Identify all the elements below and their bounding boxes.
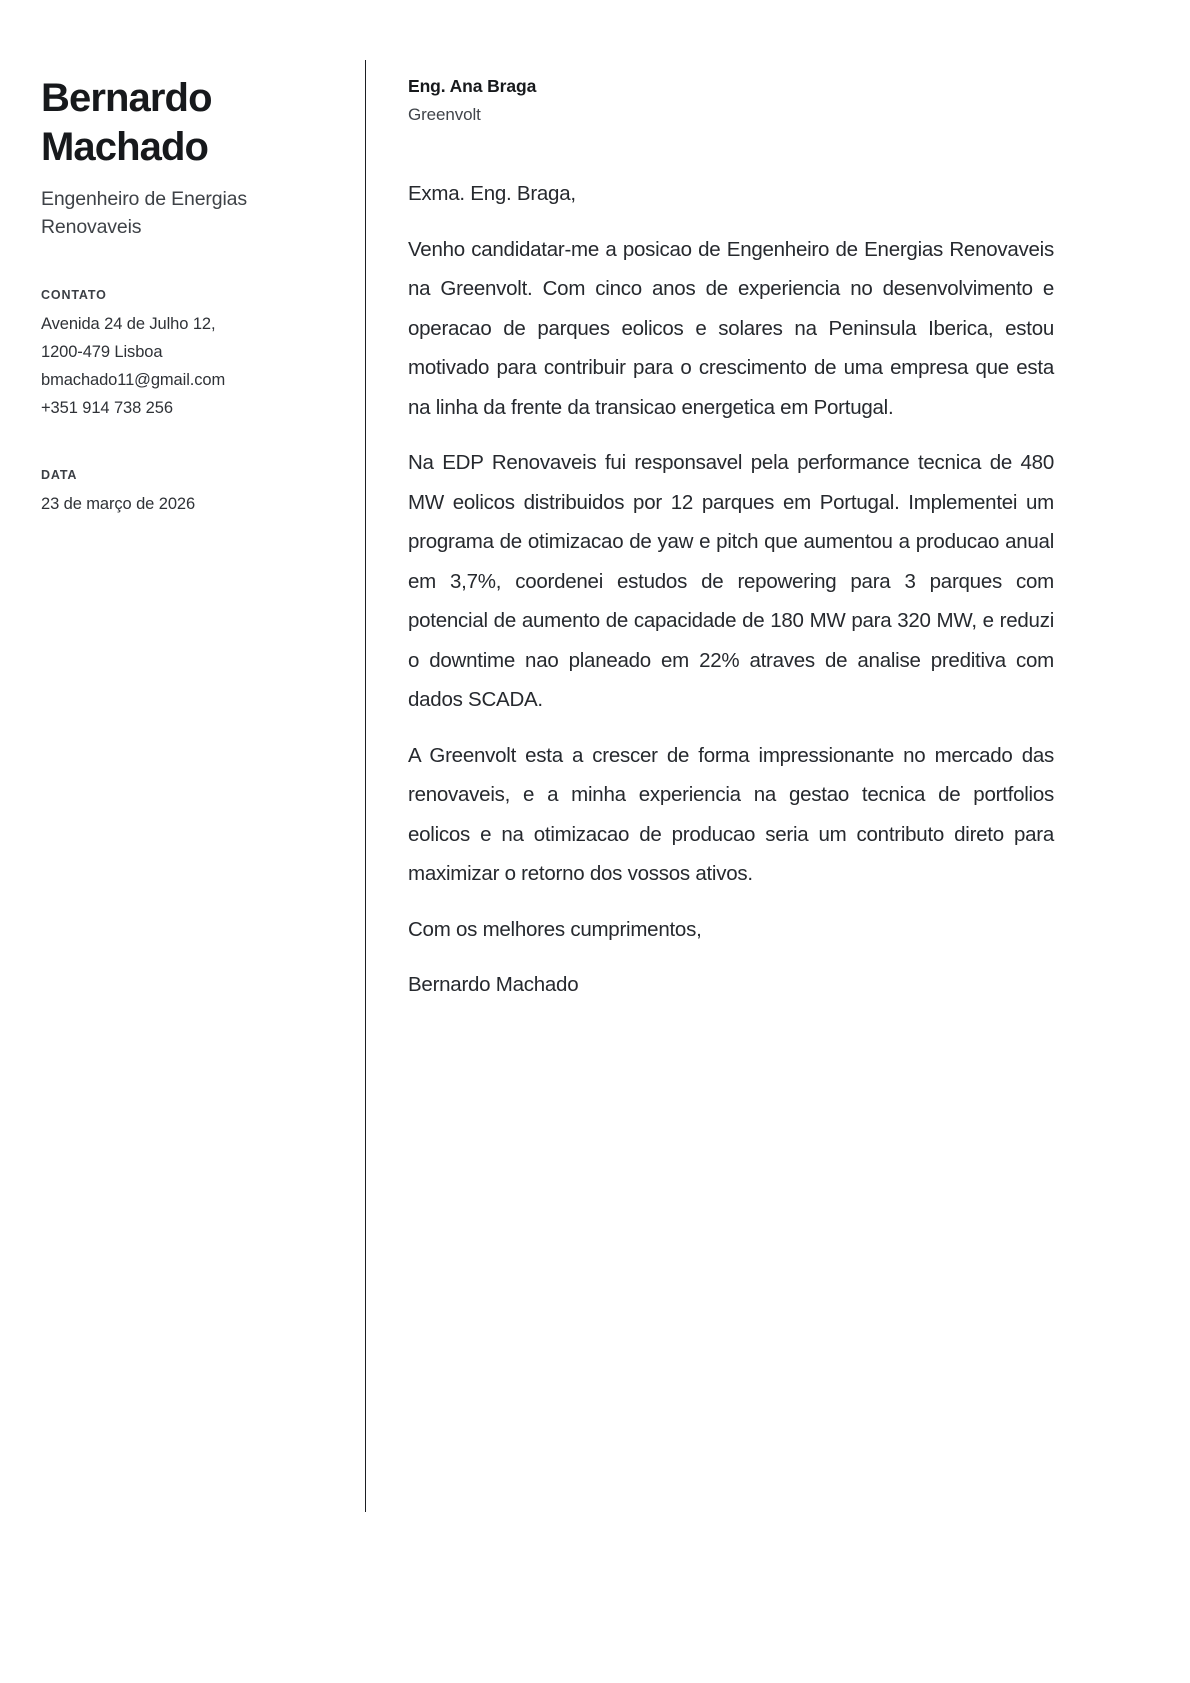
- contact-section: [41, 288, 341, 421]
- contact-address-line-2: 1200-479 Lisboa: [41, 343, 163, 361]
- date-value: 23 de março de 2026: [41, 495, 196, 513]
- column-divider-rule: [365, 60, 366, 1512]
- sidebar: [41, 74, 341, 517]
- closing-line: Com os melhores cumprimentos,: [408, 917, 702, 941]
- recipient-company: Greenvolt: [408, 105, 481, 124]
- salutation: Exma. Eng. Braga,: [408, 182, 576, 205]
- contact-email[interactable]: bmachado11@gmail.com: [41, 371, 226, 389]
- recipient-name: Eng. Ana Braga: [408, 76, 537, 96]
- date-section: [41, 468, 341, 517]
- contact-phone[interactable]: +351 914 738 256: [41, 399, 173, 417]
- applicant-name: Bernardo Machado: [41, 76, 212, 169]
- paragraph-3: A Greenvolt esta a crescer de forma impressionante no mercado das renovaveis, e a minha experiencia na gestao tecnica de portfolios eolicos e na otimizacao de producao seria um contributo direto para maximizar o retorno dos vossos ativos.: [408, 743, 1054, 885]
- letter-body-column: [408, 74, 1054, 1005]
- contact-address-line-1: Avenida 24 de Julho 12,: [41, 315, 216, 333]
- letter-text: [408, 174, 1054, 1005]
- paragraph-1: Venho candidatar-me a posicao de Engenheiro de Energias Renovaveis na Greenvolt. Com cinco anos de experiencia no desenvolvimento e operacao de parques eolicos e solares na Peninsula Iberica, estou motivado para contribuir para o crescimento de uma empresa que esta na linha da frente da transicao energetica em Portugal.: [408, 237, 1054, 419]
- date-section-label: DATA: [41, 468, 78, 482]
- applicant-job-title: Engenheiro de Energias Renovaveis: [41, 188, 247, 238]
- paragraph-2: Na EDP Renovaveis fui responsavel pela performance tecnica de 480 MW eolicos distribuidos por 12 parques em Portugal. Implementei um programa de otimizacao de yaw e pitch que aumentou a producao anual em 3,7%, coordenei estudos de repowering para 3 parques com potencial de aumento de capacidade de 180 MW para 320 MW, e reduzi o downtime nao planeado em 22% atraves de analise preditiva com dados SCADA.: [408, 451, 1054, 711]
- contact-section-label: CONTATO: [41, 288, 107, 302]
- signature-name: Bernardo Machado: [408, 973, 579, 996]
